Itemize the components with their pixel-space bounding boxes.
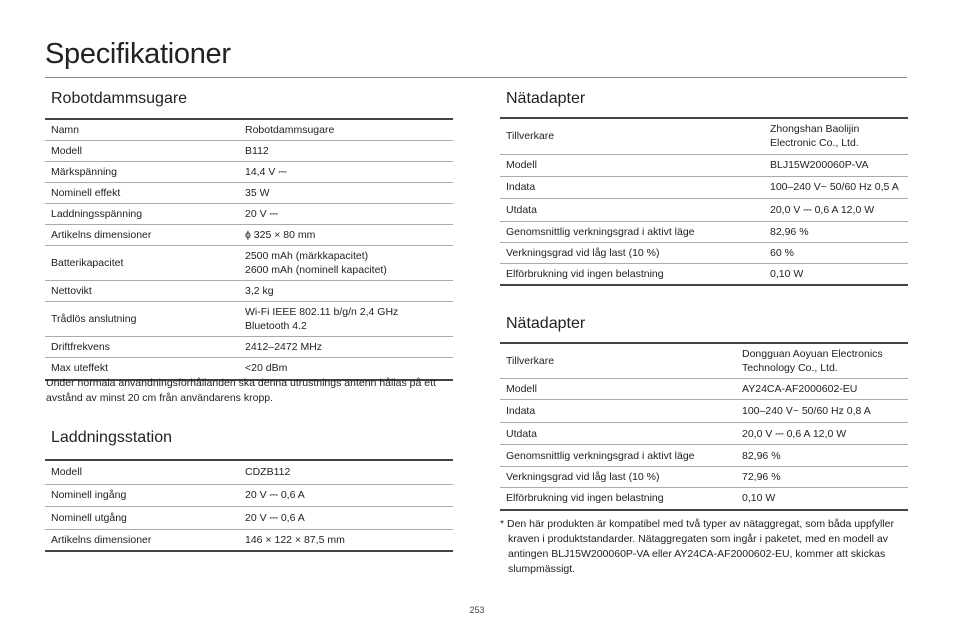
robot-spec-table: [45, 118, 453, 381]
spec-row: [500, 154, 908, 176]
spec-label: Märkspänning: [45, 162, 239, 183]
spec-value: Zhongshan Baolijin Electronic Co., Ltd.: [764, 118, 908, 154]
spec-label: Indata: [500, 400, 736, 423]
spec-label: Elförbrukning vid ingen belastning: [500, 488, 736, 510]
page-title: Specifikationer: [45, 38, 231, 70]
spec-value: 100–240 V~ 50/60 Hz 0,5 A: [764, 176, 908, 198]
spec-value: 14,4 V ⎓: [239, 162, 453, 183]
spec-row: [45, 281, 453, 302]
spec-value: 82,96 %: [736, 445, 908, 467]
spec-label: Laddningsspänning: [45, 204, 239, 225]
spec-label: Artikelns dimensioner: [45, 225, 239, 246]
spec-value: 2500 mAh (märkkapacitet) 2600 mAh (nominell kapacitet): [239, 246, 453, 281]
spec-label: Tillverkare: [500, 118, 764, 154]
spec-label: Batterikapacitet: [45, 246, 239, 281]
spec-row: [500, 242, 908, 263]
spec-value: 72,96 %: [736, 467, 908, 488]
spec-row: [45, 506, 453, 529]
spec-row: [45, 141, 453, 162]
spec-value: Dongguan Aoyuan Electronics Technology Co., Ltd.: [736, 343, 908, 379]
antenna-note: Under normala användningsförhållanden ska denna utrustnings antenn hållas på ett avstånd av minst 20 cm från användarens kropp.: [46, 377, 436, 404]
spec-value: 146 × 122 × 87,5 mm: [239, 529, 453, 551]
spec-label: Utdata: [500, 198, 764, 221]
spec-label: Driftfrekvens: [45, 337, 239, 358]
spec-label: Elförbrukning vid ingen belastning: [500, 263, 764, 285]
spec-value: 2412–2472 MHz: [239, 337, 453, 358]
spec-value: 20,0 V ⎓ 0,6 A 12,0 W: [764, 198, 908, 221]
spec-label: Namn: [45, 119, 239, 141]
spec-value: 20,0 V ⎓ 0,6 A 12,0 W: [736, 423, 908, 445]
spec-row: [500, 467, 908, 488]
station-section-heading: Laddningsstation: [51, 429, 172, 446]
spec-row: [45, 460, 453, 484]
spec-row: [500, 423, 908, 445]
spec-row: [45, 484, 453, 506]
spec-value: BLJ15W200060P-VA: [764, 154, 908, 176]
spec-value: 20 V ⎓: [239, 204, 453, 225]
spec-value: B112: [239, 141, 453, 162]
spec-row: [45, 246, 453, 281]
spec-value: 100–240 V~ 50/60 Hz 0,8 A: [736, 400, 908, 423]
spec-row: [500, 176, 908, 198]
spec-label: Verkningsgrad vid låg last (10 %): [500, 467, 736, 488]
page-number: 253: [469, 605, 485, 615]
spec-row: [45, 204, 453, 225]
title-divider: [45, 77, 907, 78]
spec-row: [500, 198, 908, 221]
spec-row: [45, 225, 453, 246]
spec-label: Nominell utgång: [45, 506, 239, 529]
spec-label: Nettovikt: [45, 281, 239, 302]
adapter-footnote: * Den här produkten är kompatibel med två typer av nätaggregat, som båda uppfyller kraven i produktstandarder. Nätaggregaten som ingår i paketet, med en modell av antingen BLJ15W200060P-VA eller AY24CA-AF2000602-EU, kommer att skickas slumpmässigt.: [500, 518, 894, 575]
spec-value: 35 W: [239, 183, 453, 204]
spec-label: Genomsnittlig verkningsgrad i aktivt läge: [500, 221, 764, 242]
robot-section-heading: Robotdammsugare: [51, 90, 188, 107]
spec-label: Nominell effekt: [45, 183, 239, 204]
spec-value: Wi-Fi IEEE 802.11 b/g/n 2,4 GHz Bluetooth 4.2: [239, 302, 453, 337]
spec-row: [500, 118, 908, 154]
station-spec-table: [45, 459, 453, 552]
spec-row: [500, 445, 908, 467]
spec-row: [45, 337, 453, 358]
adapter2-spec-table: [500, 342, 908, 511]
spec-value: ϕ 325 × 80 mm: [239, 225, 453, 246]
spec-value: 20 V ⎓ 0,6 A: [239, 506, 453, 529]
spec-value: 60 %: [764, 242, 908, 263]
spec-label: Artikelns dimensioner: [45, 529, 239, 551]
spec-label: Max uteffekt: [45, 358, 239, 380]
spec-row: [500, 263, 908, 285]
spec-row: [500, 379, 908, 400]
spec-row: [45, 529, 453, 551]
spec-label: Modell: [45, 141, 239, 162]
spec-row: [500, 343, 908, 379]
spec-label: Modell: [45, 460, 239, 484]
adapter1-spec-table: [500, 117, 908, 286]
spec-value: 82,96 %: [764, 221, 908, 242]
spec-label: Utdata: [500, 423, 736, 445]
spec-value: AY24CA-AF2000602-EU: [736, 379, 908, 400]
spec-row: [45, 162, 453, 183]
spec-value: <20 dBm: [239, 358, 453, 380]
spec-row: [45, 119, 453, 141]
spec-label: Nominell ingång: [45, 484, 239, 506]
spec-value: Robotdammsugare: [239, 119, 453, 141]
spec-row: [500, 488, 908, 510]
adapter2-section-heading: Nätadapter: [506, 315, 586, 332]
spec-label: Modell: [500, 154, 764, 176]
spec-label: Modell: [500, 379, 736, 400]
spec-label: Verkningsgrad vid låg last (10 %): [500, 242, 764, 263]
spec-row: [500, 400, 908, 423]
spec-label: Genomsnittlig verkningsgrad i aktivt läge: [500, 445, 736, 467]
spec-row: [45, 302, 453, 337]
spec-value: 0,10 W: [736, 488, 908, 510]
spec-label: Trådlös anslutning: [45, 302, 239, 337]
spec-value: 20 V ⎓ 0,6 A: [239, 484, 453, 506]
spec-value: 0,10 W: [764, 263, 908, 285]
adapter1-section-heading: Nätadapter: [506, 90, 586, 107]
spec-label: Indata: [500, 176, 764, 198]
spec-label: Tillverkare: [500, 343, 736, 379]
spec-row: [500, 221, 908, 242]
spec-value: CDZB112: [239, 460, 453, 484]
spec-row: [45, 183, 453, 204]
spec-value: 3,2 kg: [239, 281, 453, 302]
